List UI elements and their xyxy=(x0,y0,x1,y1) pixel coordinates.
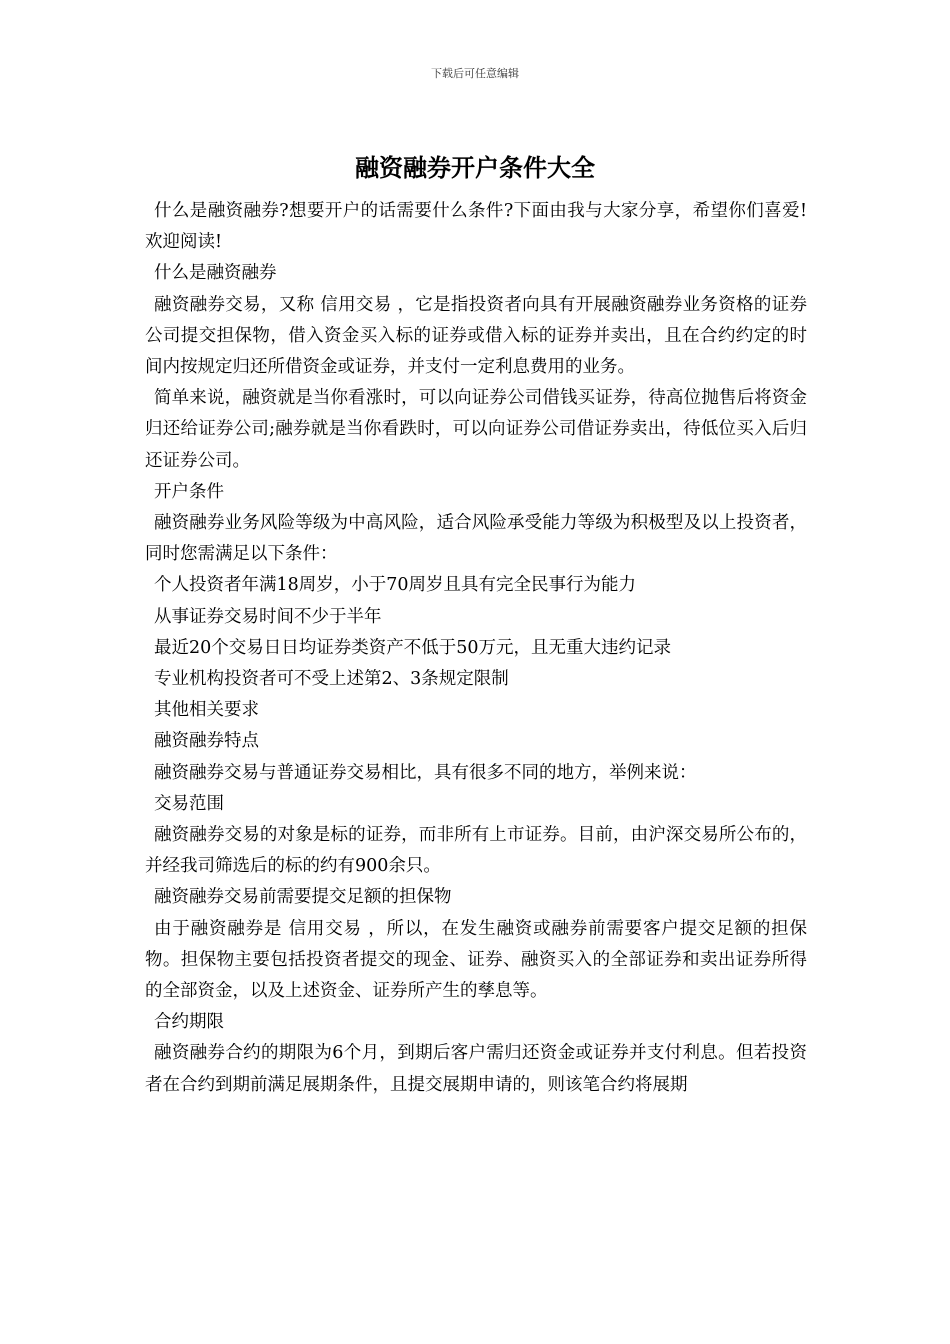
collateral-paragraph: 由于融资融券是 信用交易 ，所以，在发生融资或融券前需要客户提交足额的担保物。担保物主要包括投资者提交的现金、证券、融资买入的全部证券和卖出证券所得的全部资金，以及上述资金、证券所产生的孳息等。 xyxy=(145,918,807,1002)
section-heading-features: 融资融券特点 xyxy=(154,731,259,752)
intro-paragraph: 什么是融资融券?想要开户的话需要什么条件?下面由我与大家分享，希望你们喜爱!欢迎阅读! xyxy=(145,201,807,253)
document-title: 融资融券开户条件大全 xyxy=(355,153,595,182)
condition-item-1: 个人投资者年满18周岁，小于70周岁且具有完全民事行为能力 xyxy=(154,575,637,596)
section-heading-account-conditions: 开户条件 xyxy=(154,481,224,502)
subheading-collateral: 融资融券交易前需要提交足额的担保物 xyxy=(154,887,452,908)
subheading-trading-scope: 交易范围 xyxy=(154,793,224,814)
condition-item-5: 其他相关要求 xyxy=(154,700,259,721)
condition-item-3: 最近20个交易日日均证券类资产不低于50万元，且无重大违约记录 xyxy=(154,637,672,658)
contract-term-paragraph: 融资融券合约的期限为6个月，到期后客户需归还资金或证券并支付利息。但若投资者在合约到期前满足展期条件，且提交展期申请的，则该笔合约将展期 xyxy=(145,1043,807,1095)
definition-paragraph: 融资融券交易，又称 信用交易 ，它是指投资者向具有开展融资融券业务资格的证券公司提交担保物，借入资金买入标的证券或借入标的证券并卖出，且在合约约定的时间内按规定归还所借资金或证券，并支付一定利息费用的业务。 xyxy=(145,294,807,378)
simple-explanation-paragraph: 简单来说，融资就是当你看涨时，可以向证券公司借钱买证券，待高位抛售后将资金归还给证券公司;融券就是当你看跌时，可以向证券公司借证券卖出，待低位买入后归还证券公司。 xyxy=(145,388,807,471)
condition-item-2: 从事证券交易时间不少于半年 xyxy=(154,606,382,627)
trading-scope-paragraph: 融资融券交易的对象是标的证券，而非所有上市证券。目前，由沪深交易所公布的，并经我司筛选后的标的约有900余只。 xyxy=(145,825,807,877)
section-heading-what-is: 什么是融资融券 xyxy=(154,263,277,284)
subheading-contract-term: 合约期限 xyxy=(154,1012,224,1033)
page-header-note: 下载后可任意编辑 xyxy=(431,67,519,80)
document-body xyxy=(145,196,807,1101)
condition-item-4: 专业机构投资者可不受上述第2、3条规定限制 xyxy=(154,669,509,690)
features-intro-paragraph: 融资融券交易与普通证券交易相比，具有很多不同的地方，举例来说： xyxy=(154,762,697,783)
risk-level-paragraph: 融资融券业务风险等级为中高风险，适合风险承受能力等级为积极型及以上投资者，同时您需满足以下条件： xyxy=(145,513,807,565)
